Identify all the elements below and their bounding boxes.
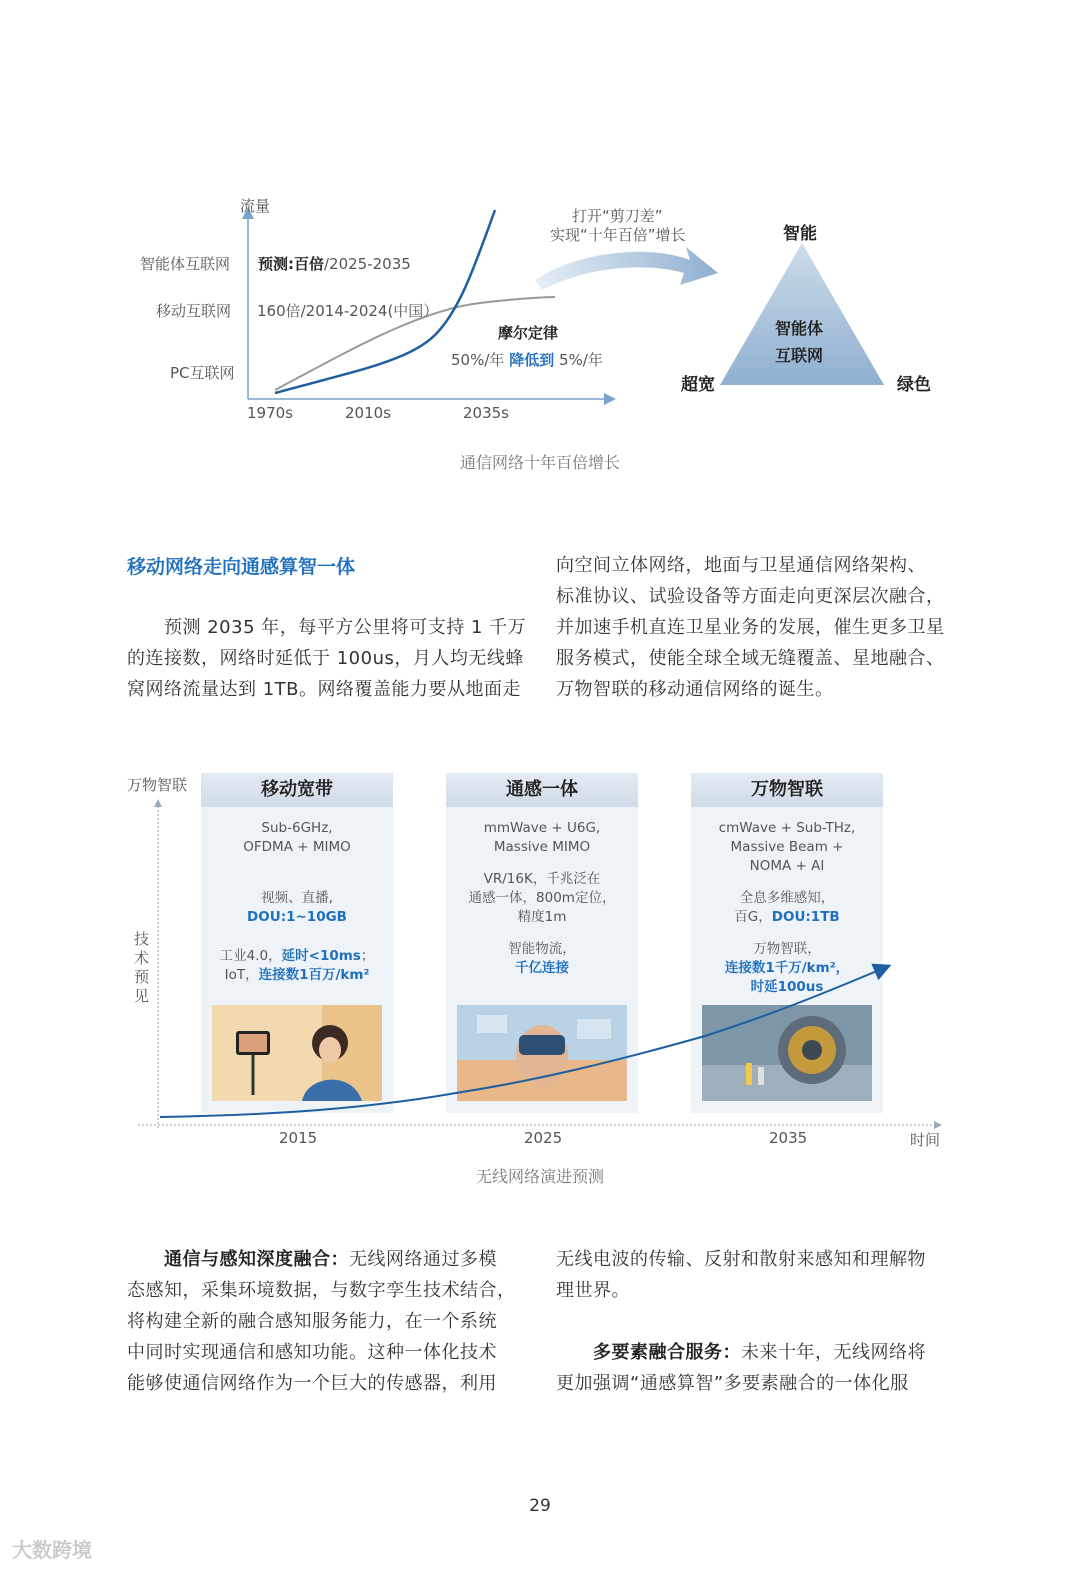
right-line: 多要素融合服务：未来十年，无线网络将	[593, 1342, 926, 1363]
left-line: 能够使通信网络作为一个巨大的传感器，利用	[127, 1373, 497, 1394]
triangle-right-label: 绿色	[897, 375, 931, 395]
left-line: 的连接数，网络时延低于 100us，月人均无线蜂	[127, 648, 524, 669]
x-tick-2035s: 2035s	[463, 404, 509, 422]
level-mobile-internet: 移动互联网	[156, 302, 232, 320]
left-line: 窝网络流量达到 1TB。网络覆盖能力要从地面走	[127, 679, 522, 700]
left-line: 将构建全新的融合感知服务能力，在一个系统	[127, 1311, 497, 1332]
x-axis-label: 时间	[910, 1131, 941, 1149]
traffic-growth-figure	[120, 185, 960, 435]
right-line: 理世界。	[556, 1280, 630, 1301]
left-line: 预测 2035 年，每平方公里将可支持 1 千万	[127, 617, 527, 638]
stage-title: 通感一体	[446, 773, 638, 807]
x-tick-2015: 2015	[279, 1129, 318, 1147]
stage-title: 万物智联	[691, 773, 883, 807]
arrow-label-line2: 实现“十年百倍”增长	[550, 226, 686, 244]
watermark-logo: 大数跨境	[12, 1538, 92, 1562]
figure2-caption: 无线网络演进预测	[475, 1167, 604, 1186]
forecast-label: 预测:百倍/2025-2035	[258, 255, 411, 273]
right-line: 更加强调“通感算智”多要素融合的一体化服	[556, 1373, 909, 1394]
y-axis-label: 流量	[240, 197, 271, 215]
right-line: 服务模式，使能全球全域无缝覆盖、星地融合、	[556, 648, 945, 669]
stage-title: 移动宽带	[201, 773, 393, 807]
evolution-axes-graphic	[120, 770, 960, 1150]
history-label: 160倍/2014-2024(中国）	[257, 302, 439, 320]
section-right-column	[556, 550, 956, 705]
right-line: 向空间立体网络，地面与卫星通信网络架构、	[556, 555, 926, 576]
triangle-top-label: 智能	[783, 224, 817, 244]
page-number: 29	[529, 1496, 551, 1516]
moore-law-rate: 50%/年 降低到 5%/年	[451, 351, 603, 369]
stage-integrated-sensing: 通感一体 mmWave + U6G, Massive MIMO VR/16K，千兆泛在 通感一体，800m定位， 精度1m 智能物流， 千亿连接	[446, 773, 638, 1113]
level-pc-internet: PC互联网	[170, 364, 235, 382]
level-agent-internet: 智能体互联网	[140, 255, 231, 273]
triangle-center-line2: 互联网	[775, 346, 824, 365]
right-line: 标准协议、试验设备等方面走向更深层次融合，	[556, 586, 945, 607]
scissors-gap-arrow	[535, 247, 718, 290]
moore-law-title: 摩尔定律	[498, 324, 559, 342]
wireless-evolution-figure	[120, 770, 960, 1150]
right-line: 无线电波的传输、反射和散射来感知和理解物	[556, 1249, 926, 1270]
left-line: 中同时实现通信和感知功能。这种一体化技术	[127, 1342, 497, 1363]
section2-right-column	[556, 1244, 956, 1399]
right-line: 万物智联的移动通信网络的诞生。	[556, 679, 834, 700]
section2-left-column	[127, 1244, 527, 1399]
stage-mobile-broadband: 移动宽带 Sub-6GHz, OFDMA + MIMO 视频、直播, DOU:1~10GB 工业4.0，延时<10ms； IoT，连接数1百万/km²	[201, 773, 393, 1113]
traffic-growth-graphic	[120, 185, 960, 435]
arrow-label-line1: 打开“剪刀差”	[572, 207, 663, 225]
left-line: 态感知，采集环境数据，与数字孪生技术结合，	[127, 1280, 516, 1301]
evolution-trend-line	[160, 968, 884, 1117]
triangle-center-line1: 智能体	[775, 319, 824, 338]
section-left-column	[127, 612, 527, 705]
y-axis-label: 技 术 预 见	[134, 930, 150, 1005]
stage-intelligent-connectivity: 万物智联 cmWave + Sub-THz, Massive Beam + NOMA + AI 全息多维感知， 百G，DOU:1TB 万物智联， 连接数1千万/km²， 时延100us	[691, 773, 883, 1113]
x-tick-2010s: 2010s	[345, 404, 391, 422]
left-line: 通信与感知深度融合：无线网络通过多模	[164, 1249, 497, 1270]
x-tick-1970s: 1970s	[247, 404, 293, 422]
section-heading: 移动网络走向通感算智一体	[127, 556, 356, 578]
figure1-caption: 通信网络十年百倍增长	[459, 453, 620, 472]
x-tick-2025: 2025	[524, 1129, 563, 1147]
triangle-left-label: 超宽	[681, 375, 715, 395]
right-line: 并加速手机直连卫星业务的发展，催生更多卫星	[556, 617, 945, 638]
x-tick-2035: 2035	[769, 1129, 808, 1147]
y-axis-top-label: 万物智联	[127, 776, 188, 794]
